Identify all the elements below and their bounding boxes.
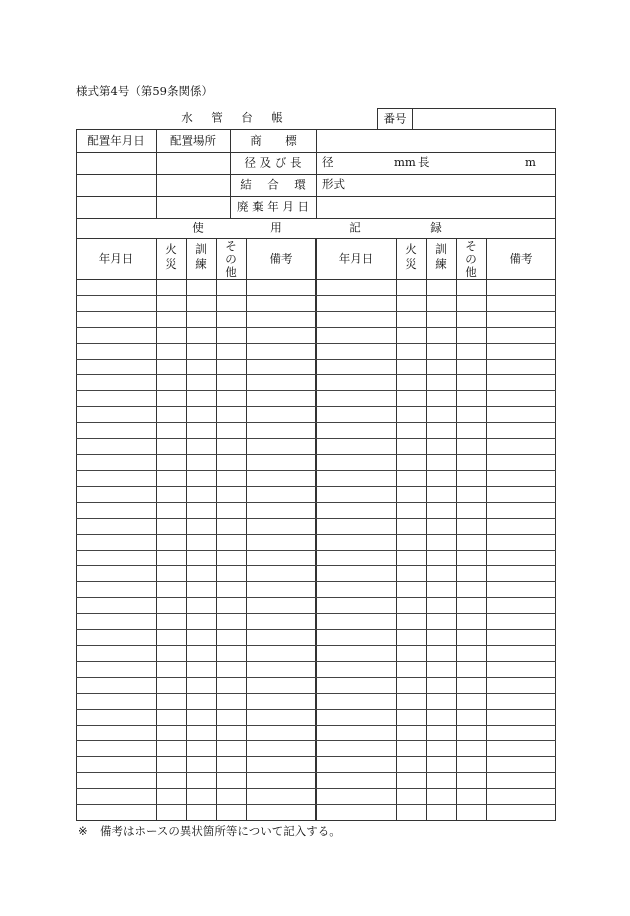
usage-title-char-3: 記 — [349, 220, 361, 235]
log-row-line — [76, 438, 556, 439]
log-vline-left-3 — [216, 238, 217, 820]
log-row-line — [76, 422, 556, 423]
log-row-line — [76, 756, 556, 757]
log-right-other-header: そ の 他 — [465, 239, 477, 279]
log-vline-right-2 — [426, 238, 427, 820]
title-char-1: 水 — [181, 110, 193, 125]
log-row-line — [76, 725, 556, 726]
log-row-line — [76, 502, 556, 503]
placement-place-label: 配置場所 — [170, 133, 216, 148]
footnote-text: 備考はホースの異状箇所等について記入する。 — [100, 824, 341, 838]
log-left-other-header: そ の 他 — [225, 239, 237, 279]
log-row-line — [76, 772, 556, 773]
log-row-line — [76, 295, 556, 296]
log-row-line — [76, 709, 556, 710]
log-row-line — [76, 629, 556, 630]
log-left-remarks-header: 備考 — [269, 251, 293, 266]
info-line-4 — [76, 218, 556, 219]
number-box-right — [555, 108, 556, 129]
log-row-line — [76, 406, 556, 407]
log-right-remarks-header: 備考 — [509, 251, 533, 266]
info-vline-3 — [316, 129, 317, 218]
length-prefix: 長 — [418, 155, 430, 169]
info-vline-2 — [230, 129, 231, 218]
log-right-date-header: 年月日 — [338, 251, 374, 266]
log-vline-left-4 — [246, 238, 247, 820]
log-vline-left-2 — [186, 238, 187, 820]
diameter-prefix: 径 — [322, 155, 334, 169]
table-bottom-border — [76, 820, 556, 821]
log-row-line — [76, 693, 556, 694]
log-row-line — [76, 390, 556, 391]
log-row-line — [76, 677, 556, 678]
log-right-training-header: 訓 練 — [435, 242, 447, 271]
log-row-line — [76, 565, 556, 566]
length-unit: m — [525, 155, 536, 169]
log-row-line — [76, 804, 556, 805]
log-center-divider — [315, 238, 317, 820]
log-row-line — [76, 534, 556, 535]
table-right-border — [555, 129, 556, 820]
log-row-line — [76, 788, 556, 789]
log-row-line — [76, 311, 556, 312]
log-row-line — [76, 470, 556, 471]
usage-title-char-2: 用 — [270, 220, 282, 235]
brand-label-char-2: 標 — [285, 133, 297, 148]
title-char-3: 台 — [241, 110, 253, 125]
title-char-4: 帳 — [271, 110, 283, 125]
usage-title-char-1: 使 — [192, 220, 204, 235]
placement-date-label: 配置年月日 — [87, 133, 145, 148]
log-row-line — [76, 550, 556, 551]
log-row-line — [76, 613, 556, 614]
form-number: 様式第4号（第59条関係） — [76, 84, 213, 98]
coupling-label-char-2: 合 — [267, 177, 279, 192]
log-vline-right-3 — [456, 238, 457, 820]
log-row-line — [76, 454, 556, 455]
log-row-line — [76, 359, 556, 360]
footnote-mark: ※ — [78, 824, 88, 838]
log-row-line — [76, 518, 556, 519]
usage-title-char-4: 録 — [430, 220, 442, 235]
log-row-line — [76, 343, 556, 344]
log-row-line — [76, 374, 556, 375]
number-label: 番号 — [383, 111, 407, 126]
log-row-line — [76, 740, 556, 741]
brand-label-char-1: 商 — [250, 133, 262, 148]
log-vline-right-4 — [486, 238, 487, 820]
log-row-line — [76, 645, 556, 646]
number-box-divider — [412, 108, 413, 129]
disposal-date-label: 廃 棄 年 月 日 — [236, 199, 310, 214]
coupling-label-char-3: 環 — [294, 177, 306, 192]
log-right-fire-header: 火 災 — [405, 242, 417, 271]
info-vline-1 — [156, 129, 157, 218]
log-left-training-header: 訓 練 — [195, 242, 207, 271]
type-prefix: 形式 — [322, 177, 345, 191]
log-left-fire-header: 火 災 — [165, 242, 177, 271]
log-vline-left-1 — [156, 238, 157, 820]
log-row-line — [76, 486, 556, 487]
log-row-line — [76, 581, 556, 582]
table-left-border — [76, 129, 77, 820]
number-box-left — [377, 108, 378, 129]
log-row-line — [76, 597, 556, 598]
log-row-line — [76, 661, 556, 662]
diameter-length-label: 径 及 び 長 — [244, 155, 302, 170]
log-row-line — [76, 327, 556, 328]
log-left-date-header: 年月日 — [98, 251, 134, 266]
coupling-label-char-1: 結 — [240, 177, 252, 192]
title-char-2: 管 — [211, 110, 223, 125]
number-box-top — [377, 108, 556, 109]
diameter-unit: mm — [394, 155, 416, 169]
log-vline-right-1 — [396, 238, 397, 820]
